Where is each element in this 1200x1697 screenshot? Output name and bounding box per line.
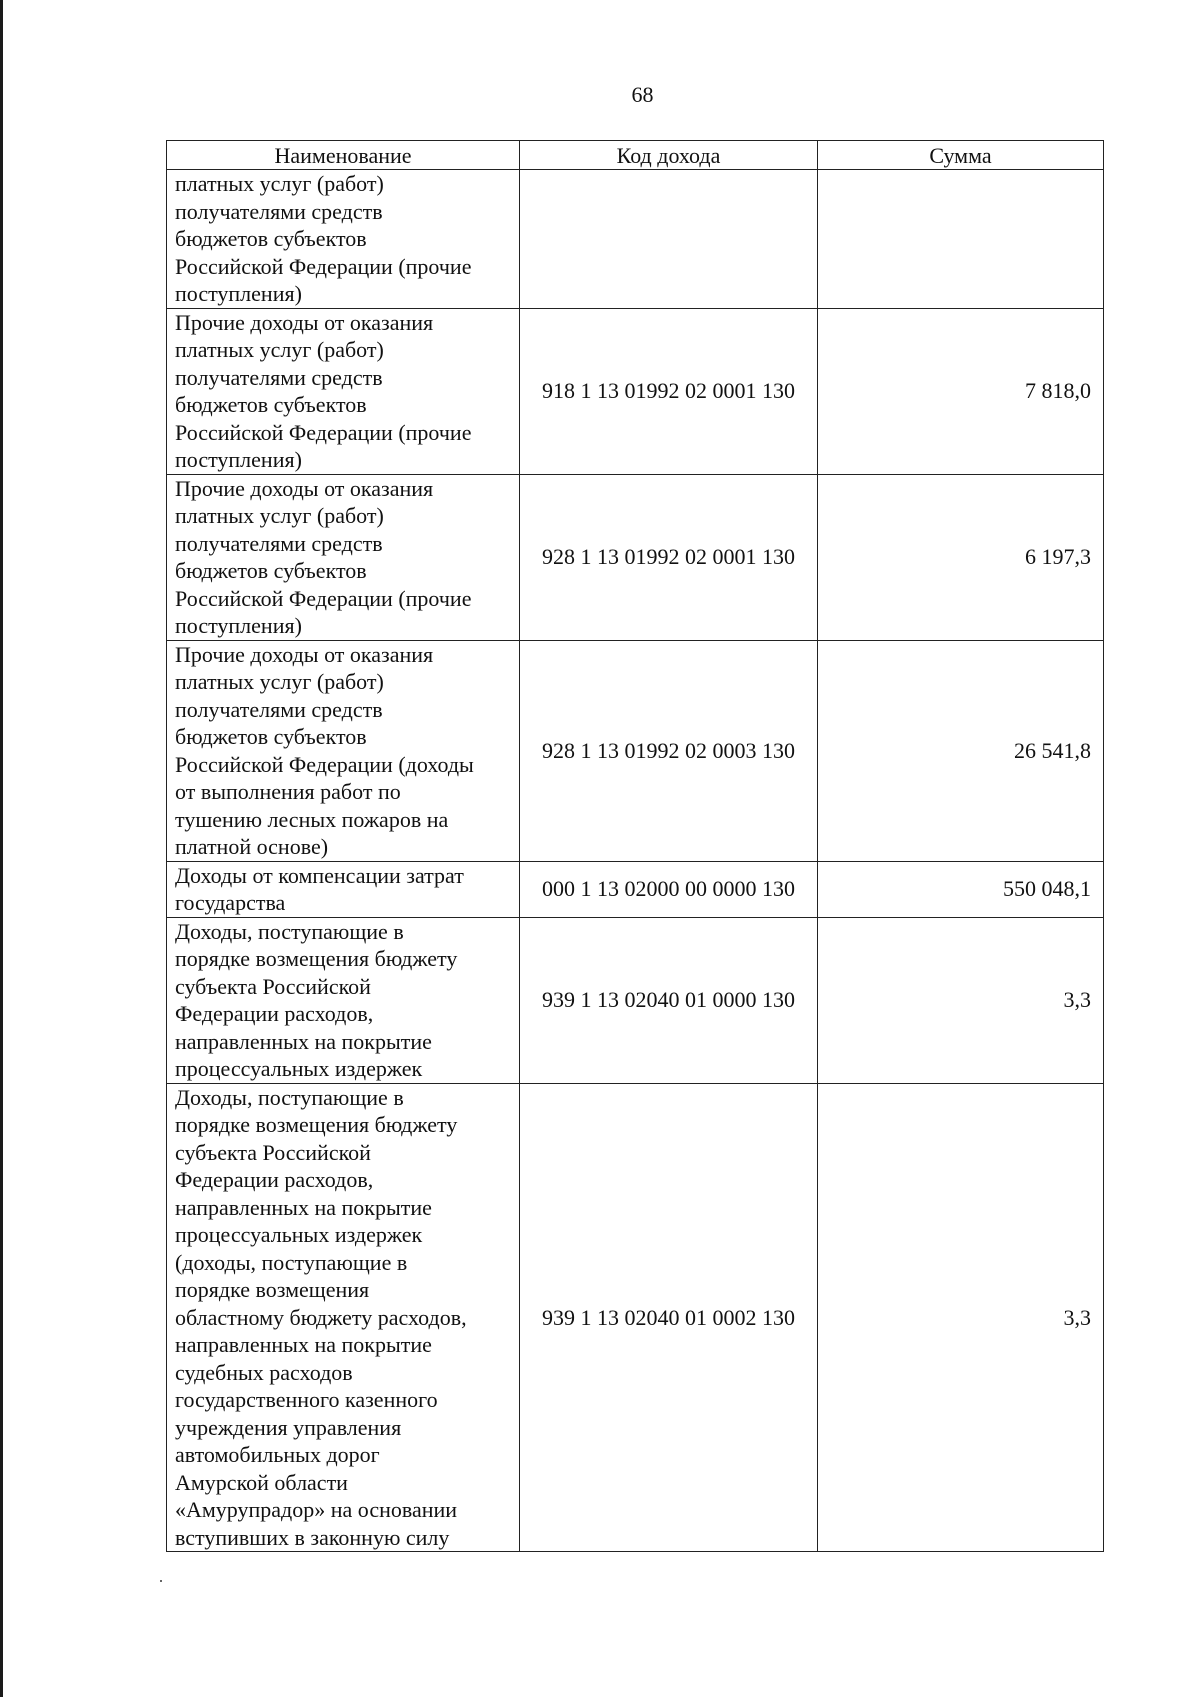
table-row [167,1083,1104,1552]
row-name: Доходы от компенсации затрат государства [167,861,520,917]
row-amount: 3,3 [818,1083,1104,1552]
row-code: 918 1 13 01992 02 0001 130 [520,308,818,474]
table-row [167,308,1104,474]
row-amount: 3,3 [818,917,1104,1083]
table-header-row [167,141,1104,170]
table-row [167,917,1104,1083]
row-name: платных услуг (работ) получателями средств бюджетов субъектов Российской Федерации (прочие поступления) [167,170,520,309]
row-code: 928 1 13 01992 02 0001 130 [520,474,818,640]
row-code: 939 1 13 02040 01 0002 130 [520,1083,818,1552]
row-code: 000 1 13 02000 00 0000 130 [520,861,818,917]
income-table [166,140,1104,1552]
header-code: Код дохода [520,141,818,170]
scan-edge [0,0,3,1697]
header-amount: Сумма [818,141,1104,170]
table-row [167,640,1104,861]
row-amount [818,170,1104,309]
row-amount: 550 048,1 [818,861,1104,917]
page-number: 68 [631,82,654,107]
row-amount: 6 197,3 [818,474,1104,640]
row-name: Прочие доходы от оказания платных услуг (работ) получателями средств бюджетов субъектов Российской Федерации (прочие поступления) [167,308,520,474]
table-row [167,861,1104,917]
row-code [520,170,818,309]
row-amount: 26 541,8 [818,640,1104,861]
header-name: Наименование [167,141,520,170]
table-row [167,474,1104,640]
row-code: 939 1 13 02040 01 0000 130 [520,917,818,1083]
scan-speck [160,1580,162,1582]
table-row [167,170,1104,309]
row-code: 928 1 13 01992 02 0003 130 [520,640,818,861]
row-name: Прочие доходы от оказания платных услуг (работ) получателями средств бюджетов субъектов Российской Федерации (доходы от выполнения работ по тушению лесных пожаров на платной основе) [167,640,520,861]
row-amount: 7 818,0 [818,308,1104,474]
row-name: Прочие доходы от оказания платных услуг (работ) получателями средств бюджетов субъектов Российской Федерации (прочие поступления) [167,474,520,640]
row-name: Доходы, поступающие в порядке возмещения бюджету субъекта Российской Федерации расходов, направленных на покрытие процессуальных издержек (доходы, поступающие в порядке возмещения областному бюджету расходов, направленных на покрытие судебных расходов государственного казенного учреждения управления автомобильных дорог Амурской области «Амурупрадор» на основании вступивших в законную силу [167,1083,520,1552]
row-name: Доходы, поступающие в порядке возмещения бюджету субъекта Российской Федерации расходов, направленных на покрытие процессуальных издержек [167,917,520,1083]
